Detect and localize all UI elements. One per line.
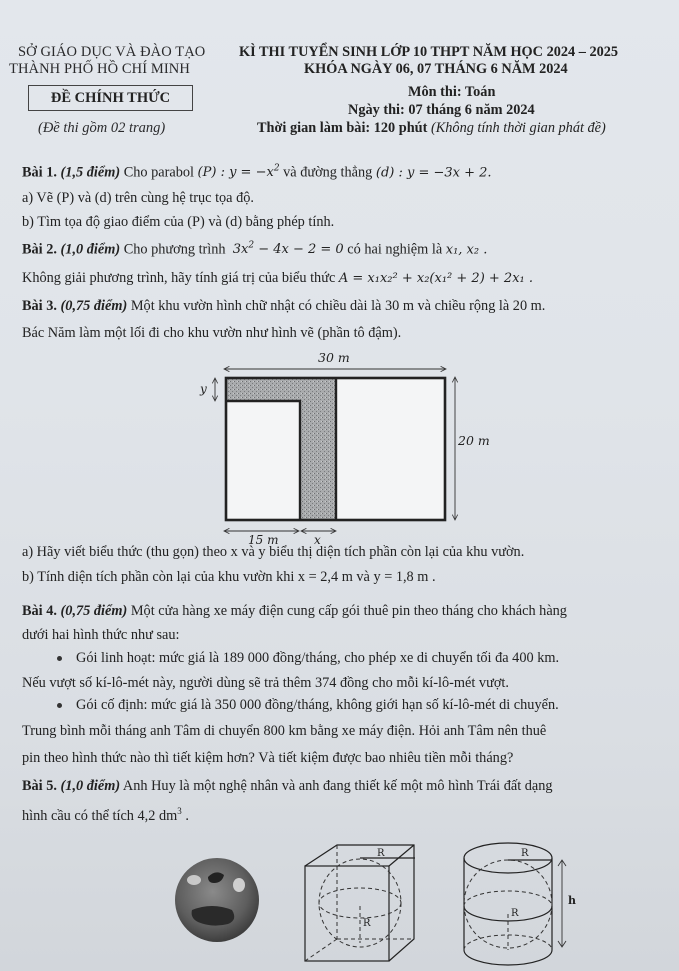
department-name-line2: THÀNH PHỐ HỒ CHÍ MINH [9,61,190,77]
eq-rest: − 4x − 2 = 0 [254,242,344,258]
bai3-text1: Một khu vườn hình chữ nhật có chiều dài là 30 m và chiều rộng là 20 m. [130,298,546,314]
bai4-line5: Trung bình mỗi tháng anh Tâm di chuyển 800 km bằng xe máy điện. Hỏi anh Tâm nên thuê [22,723,547,739]
bai4-title: Bài 4. [22,603,57,619]
exam-session: KHÓA NGÀY 06, 07 THÁNG 6 NĂM 2024 [304,61,568,77]
volume-tail: . [181,807,189,824]
duration-text: Thời gian làm bài: 120 phút [257,120,428,136]
bai4-points: (0,75 điểm) [60,603,128,619]
left-width-label: 15 m [248,533,279,545]
bai4-option-fixed [57,697,559,714]
option-fixed-text: Gói cố định: mức giá là 350 000 đồng/tháng, không giới hạn số kí-lô-mét di chuyển. [76,697,559,713]
bai2-equation [233,242,344,257]
bullet-icon [57,656,62,661]
bai3-text2: Bác Năm làm một lối đi cho khu vườn như hình vẽ (phần tô đậm). [22,325,402,341]
bai4-text2: dưới hai hình thức như sau: [22,627,180,643]
height-label: 20 m [458,433,490,448]
bai3-part-b: b) Tính diện tích phần còn lại của khu vườn khi x = 2,4 m và y = 1,8 m . [22,569,436,585]
bai2-title: Bài 2. [22,241,57,258]
bai1-line: (d) : y = −3x + 2. [375,165,492,181]
bai1-title: Bài 1. [22,164,57,181]
volume-exp: 3 [177,806,182,816]
bai1-text1: Cho parabol [123,164,194,181]
bai3-statement [22,298,545,315]
bai2-text1: Cho phương trình [123,241,226,258]
bai1-text2: và đường thẳng [283,164,373,181]
bai1-points: (1,5 điểm) [60,164,121,181]
subject: Môn thi: Toán [408,84,496,100]
x-label: x [314,533,321,545]
bai5-statement [22,778,553,795]
volume-text: hình cầu có thể tích 4,2 dm [22,807,178,824]
bai2-line2: Không giải phương trình, hãy tính giá trị của biểu thức [22,270,336,286]
bai2-text2: có hai nghiệm là [347,241,443,258]
bai1-statement [22,164,492,181]
bai4-option-flexible [57,650,559,667]
bai4-statement [22,603,567,620]
bai1-part-b: b) Tìm tọa độ giao điểm của (P) và (d) bằng phép tính. [22,214,335,230]
bai3-points: (0,75 điểm) [60,298,128,314]
bai3-title: Bài 3. [22,298,57,314]
exam-duration [257,120,606,137]
bai2-roots: x₁, x₂ . [445,242,488,258]
parabol-exp: 2 [273,164,280,174]
bai1-part-a: a) Vẽ (P) và (d) trên cùng hệ trục tọa độ. [22,190,254,206]
eq-exp: 2 [248,241,255,251]
garden-figure [190,345,490,545]
bai2-question [22,270,533,287]
cylinder-sphere-figure [450,838,580,971]
cylinder-inner-radius-label: R [511,908,519,919]
bai4-text1: Một cửa hàng xe máy điện cung cấp gói thuê pin theo tháng cho khách hàng [130,603,567,619]
cube-radius-label: R [377,848,385,859]
bai2-statement [22,241,487,258]
cube-sphere-figure [300,843,430,971]
y-label: y [200,382,207,396]
bai2-points: (1,0 điểm) [60,241,121,258]
width-label: 30 m [318,350,350,365]
cylinder-radius-label: R [521,848,529,859]
earth-globe-image [172,855,262,945]
duration-note: (Không tính thời gian phát đề) [430,120,606,136]
cube-inner-radius-label: R [363,918,371,929]
bai4-line3: Nếu vượt số kí-lô-mét này, người dùng sẽ trả thêm 374 đồng cho mỗi kí-lô-mét vượt. [22,675,509,691]
official-exam-stamp [28,85,193,111]
bai2-expression: A = x₁x₂² + x₂(x₁² + 2) + 2x₁ . [338,271,533,286]
exam-date: Ngày thi: 07 tháng 6 năm 2024 [348,102,535,118]
bullet-icon [57,703,62,708]
bai5-points: (1,0 điểm) [60,778,121,794]
exam-title: KÌ THI TUYỂN SINH LỚP 10 THPT NĂM HỌC 2024 – 2025 [239,44,619,60]
official-exam-label: ĐỀ CHÍNH THỨC [50,89,171,106]
bai5-text1: Anh Huy là một nghệ nhân và anh đang thiết kế một mô hình Trái đất dạng [122,778,553,794]
bai4-line6: pin theo hình thức nào thì tiết kiệm hơn? Và tiết kiệm được bao nhiêu tiền mỗi tháng? [22,750,514,766]
bai1-parabol [198,165,280,180]
cylinder-height-label: h [568,894,576,907]
eq-lead: 3x [232,242,249,258]
parabol-eq: (P) : y = −x [197,165,274,181]
department-name-line1: SỞ GIÁO DỤC VÀ ĐÀO TẠO [18,44,206,60]
pages-note: (Đề thi gồm 02 trang) [38,120,166,136]
bai3-part-a: a) Hãy viết biểu thức (thu gọn) theo x và y biểu thị diện tích phần còn lại của khu vườn. [22,544,525,560]
bai5-title: Bài 5. [22,778,57,794]
option-flexible-text: Gói linh hoạt: mức giá là 189 000 đồng/tháng, cho phép xe di chuyển tối đa 400 km. [76,650,560,666]
bai5-text2 [22,806,189,825]
